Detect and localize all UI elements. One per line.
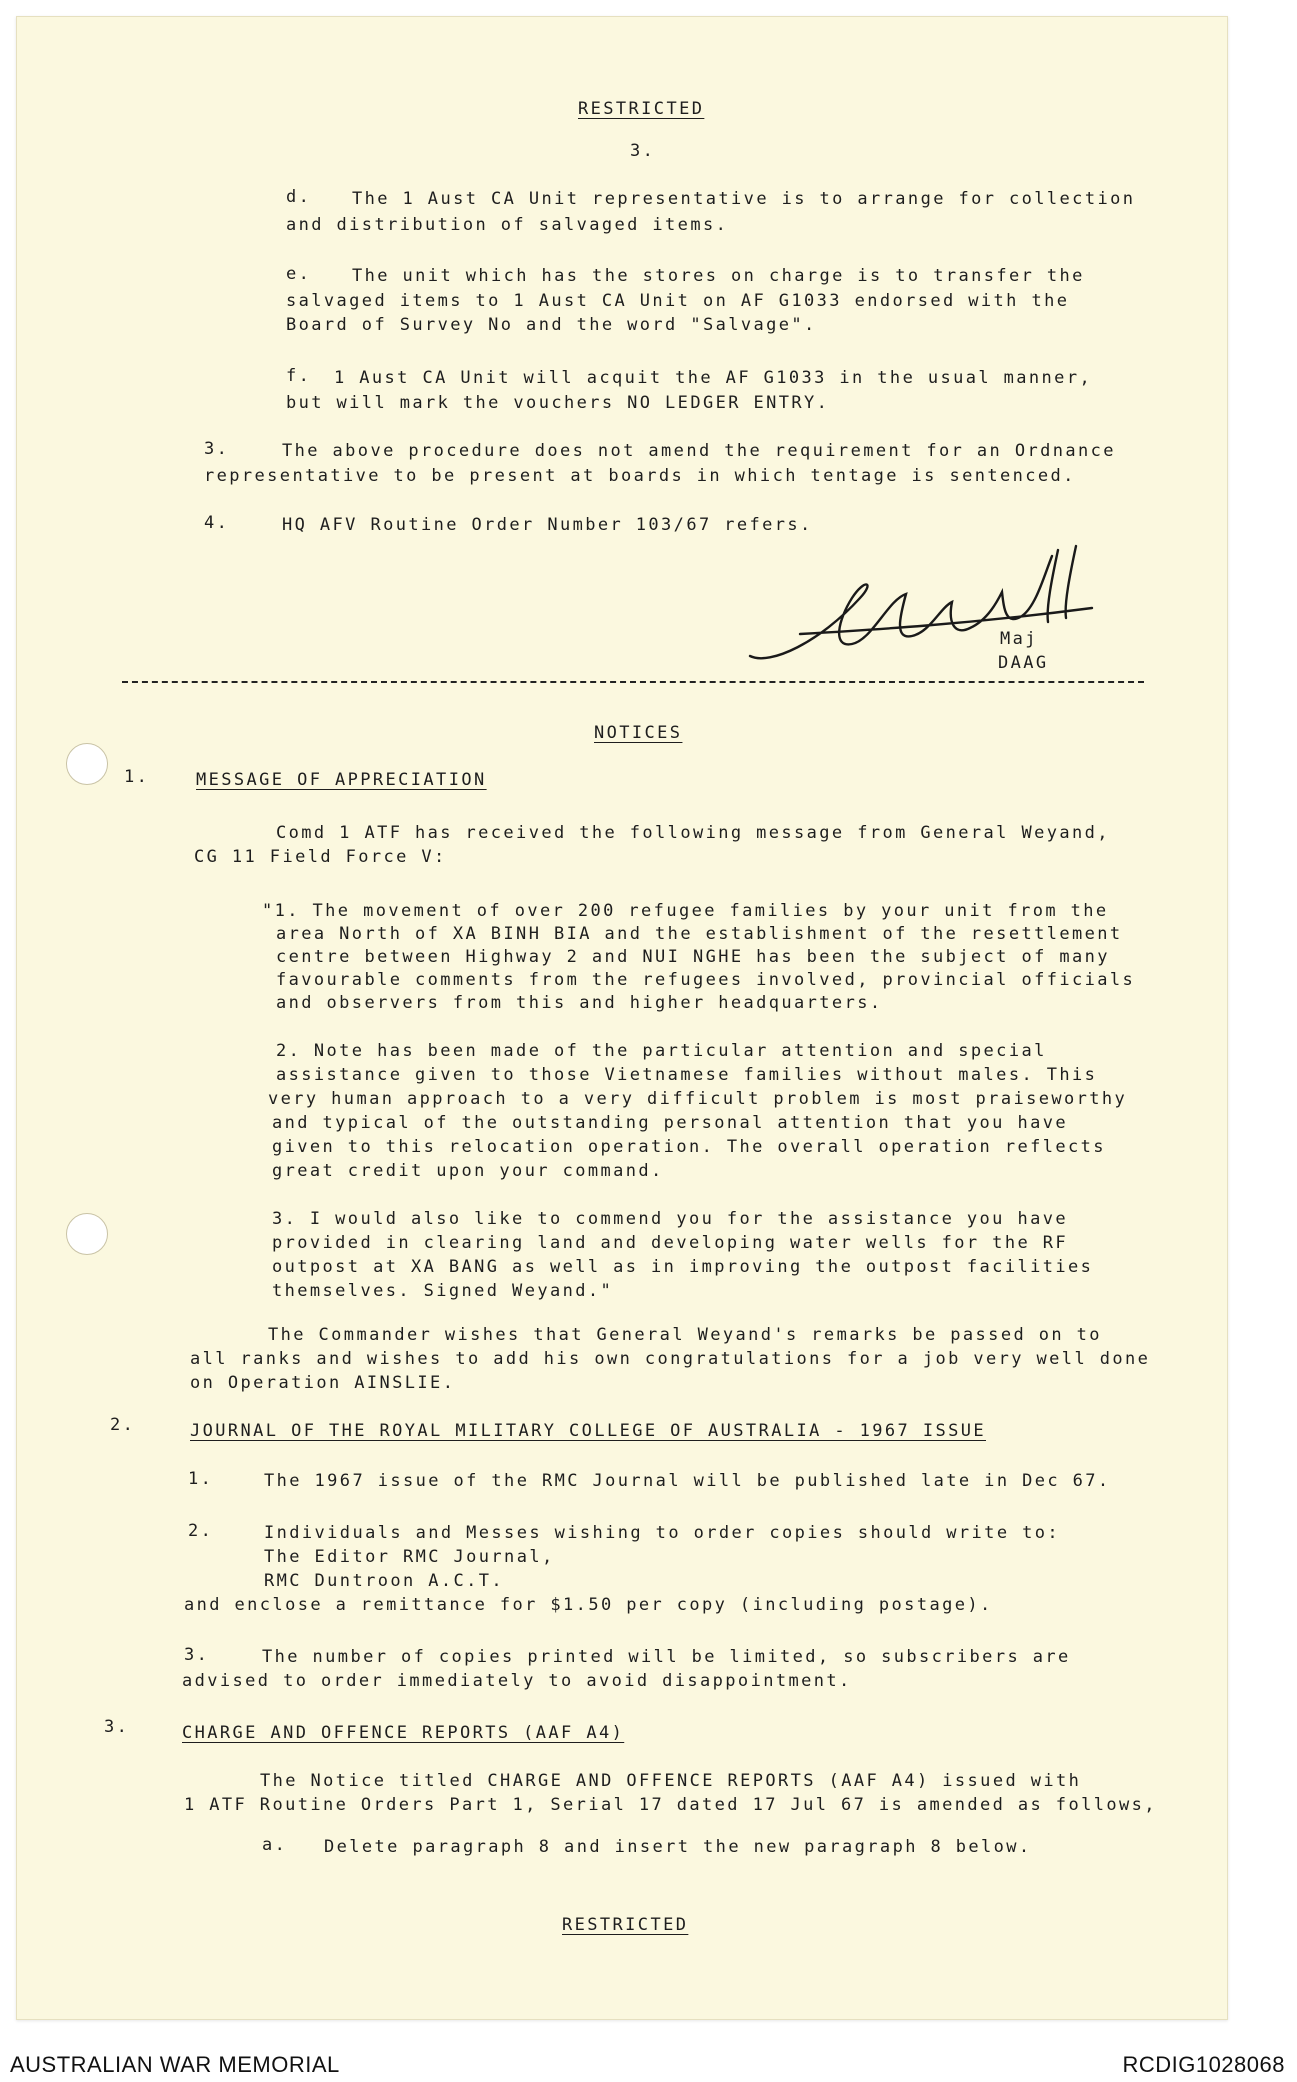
paragraph-text: representative to be present at boards in which tentage is sentenced. — [204, 466, 1076, 486]
classification-footer: RESTRICTED — [562, 1915, 689, 1935]
paragraph-text: The above procedure does not amend the requirement for an Ordnance — [282, 441, 1116, 461]
item-text: The 1 Aust CA Unit representative is to arrange for collection — [352, 189, 1136, 209]
quoted-text: themselves. Signed Weyand." — [272, 1281, 614, 1301]
quoted-text: favourable comments from the refugees involved, provincial officials — [276, 970, 1136, 990]
notice-text: Comd 1 ATF has received the following message from General Weyand, — [276, 823, 1110, 843]
quoted-text: and typical of the outstanding personal attention that you have — [272, 1113, 1068, 1133]
item-letter: f. — [286, 366, 312, 386]
classification-header: RESTRICTED — [578, 99, 705, 119]
section-divider — [122, 681, 1144, 683]
quoted-text: given to this relocation operation. The overall operation reflects — [272, 1137, 1106, 1157]
quoted-text: 3. I would also like to commend you for the assistance you have — [272, 1209, 1068, 1229]
item-text: The unit which has the stores on charge is to transfer the — [352, 266, 1085, 286]
quoted-text: great credit upon your command. — [272, 1161, 664, 1181]
item-number: 2. — [188, 1521, 214, 1541]
paragraph-number: 4. — [204, 513, 230, 533]
punch-hole — [66, 743, 108, 785]
quoted-text: and observers from this and higher headquarters. — [276, 993, 883, 1013]
section-title: CHARGE AND OFFENCE REPORTS (AAF A4) — [182, 1723, 625, 1743]
quoted-text: area North of XA BINH BIA and the establishment of the resettlement — [276, 924, 1123, 944]
item-letter: a. — [262, 1835, 288, 1855]
item-letter: e. — [286, 264, 312, 284]
item-text: but will mark the vouchers NO LEDGER ENTRY. — [286, 393, 830, 413]
quoted-text: very human approach to a very difficult problem is most praiseworthy — [268, 1089, 1128, 1109]
section-number: 2. — [110, 1415, 136, 1435]
quoted-text: 2. Note has been made of the particular attention and special — [276, 1041, 1047, 1061]
section-title: JOURNAL OF THE ROYAL MILITARY COLLEGE OF AUSTRALIA - 1967 ISSUE — [190, 1421, 986, 1441]
quoted-text: assistance given to those Vietnamese families without males. This — [276, 1065, 1098, 1085]
item-number: 3. — [184, 1645, 210, 1665]
notice-text: Delete paragraph 8 and insert the new paragraph 8 below. — [324, 1837, 1032, 1857]
quoted-text: outpost at XA BANG as well as in improving the outpost facilities — [272, 1257, 1094, 1277]
signatory-rank: Maj — [1000, 629, 1038, 649]
notice-text: The number of copies printed will be limited, so subscribers are — [262, 1647, 1071, 1667]
item-text: 1 Aust CA Unit will acquit the AF G1033 in the usual manner, — [334, 368, 1093, 388]
item-text: and distribution of salvaged items. — [286, 215, 729, 235]
quoted-text: provided in clearing land and developing water wells for the RF — [272, 1233, 1068, 1253]
signatory-appointment: DAAG — [998, 653, 1049, 673]
archive-item-id: RCDIG1028068 — [1122, 2052, 1285, 2077]
item-text: salvaged items to 1 Aust CA Unit on AF G1033 endorsed with the — [286, 291, 1070, 311]
notice-text: all ranks and wishes to add his own congratulations for a job very well done — [190, 1349, 1151, 1369]
section-title: MESSAGE OF APPRECIATION — [196, 770, 487, 790]
notice-text: The Commander wishes that General Weyand's remarks be passed on to — [268, 1325, 1102, 1345]
notice-text: and enclose a remittance for $1.50 per copy (including postage). — [184, 1595, 993, 1615]
page-number: 3. — [630, 141, 656, 161]
paragraph-number: 3. — [204, 439, 230, 459]
notice-text: advised to order immediately to avoid disappointment. — [182, 1671, 852, 1691]
handwritten-signature — [740, 538, 1120, 678]
notice-text: CG 11 Field Force V: — [194, 847, 447, 867]
archive-institution: AUSTRALIAN WAR MEMORIAL — [10, 2052, 340, 2077]
notices-heading: NOTICES — [594, 723, 683, 743]
section-number: 3. — [104, 1717, 130, 1737]
notice-text: Individuals and Messes wishing to order copies should write to: — [264, 1523, 1060, 1543]
notice-text: on Operation AINSLIE. — [190, 1373, 456, 1393]
quoted-text: "1. The movement of over 200 refugee families by your unit from the — [262, 901, 1109, 921]
item-text: Board of Survey No and the word "Salvage". — [286, 315, 817, 335]
notice-text: The 1967 issue of the RMC Journal will be published late in Dec 67. — [264, 1471, 1111, 1491]
quoted-text: centre between Highway 2 and NUI NGHE has been the subject of many — [276, 947, 1110, 967]
item-number: 1. — [188, 1469, 214, 1489]
section-number: 1. — [124, 767, 150, 787]
punch-hole — [66, 1213, 108, 1255]
notice-text: 1 ATF Routine Orders Part 1, Serial 17 dated 17 Jul 67 is amended as follows, — [184, 1795, 1157, 1815]
notice-text: The Notice titled CHARGE AND OFFENCE REPORTS (AAF A4) issued with — [260, 1771, 1082, 1791]
notice-text: The Editor RMC Journal, — [264, 1547, 555, 1567]
item-letter: d. — [286, 187, 312, 207]
notice-text: RMC Duntroon A.C.T. — [264, 1571, 505, 1591]
paragraph-text: HQ AFV Routine Order Number 103/67 refers. — [282, 515, 813, 535]
